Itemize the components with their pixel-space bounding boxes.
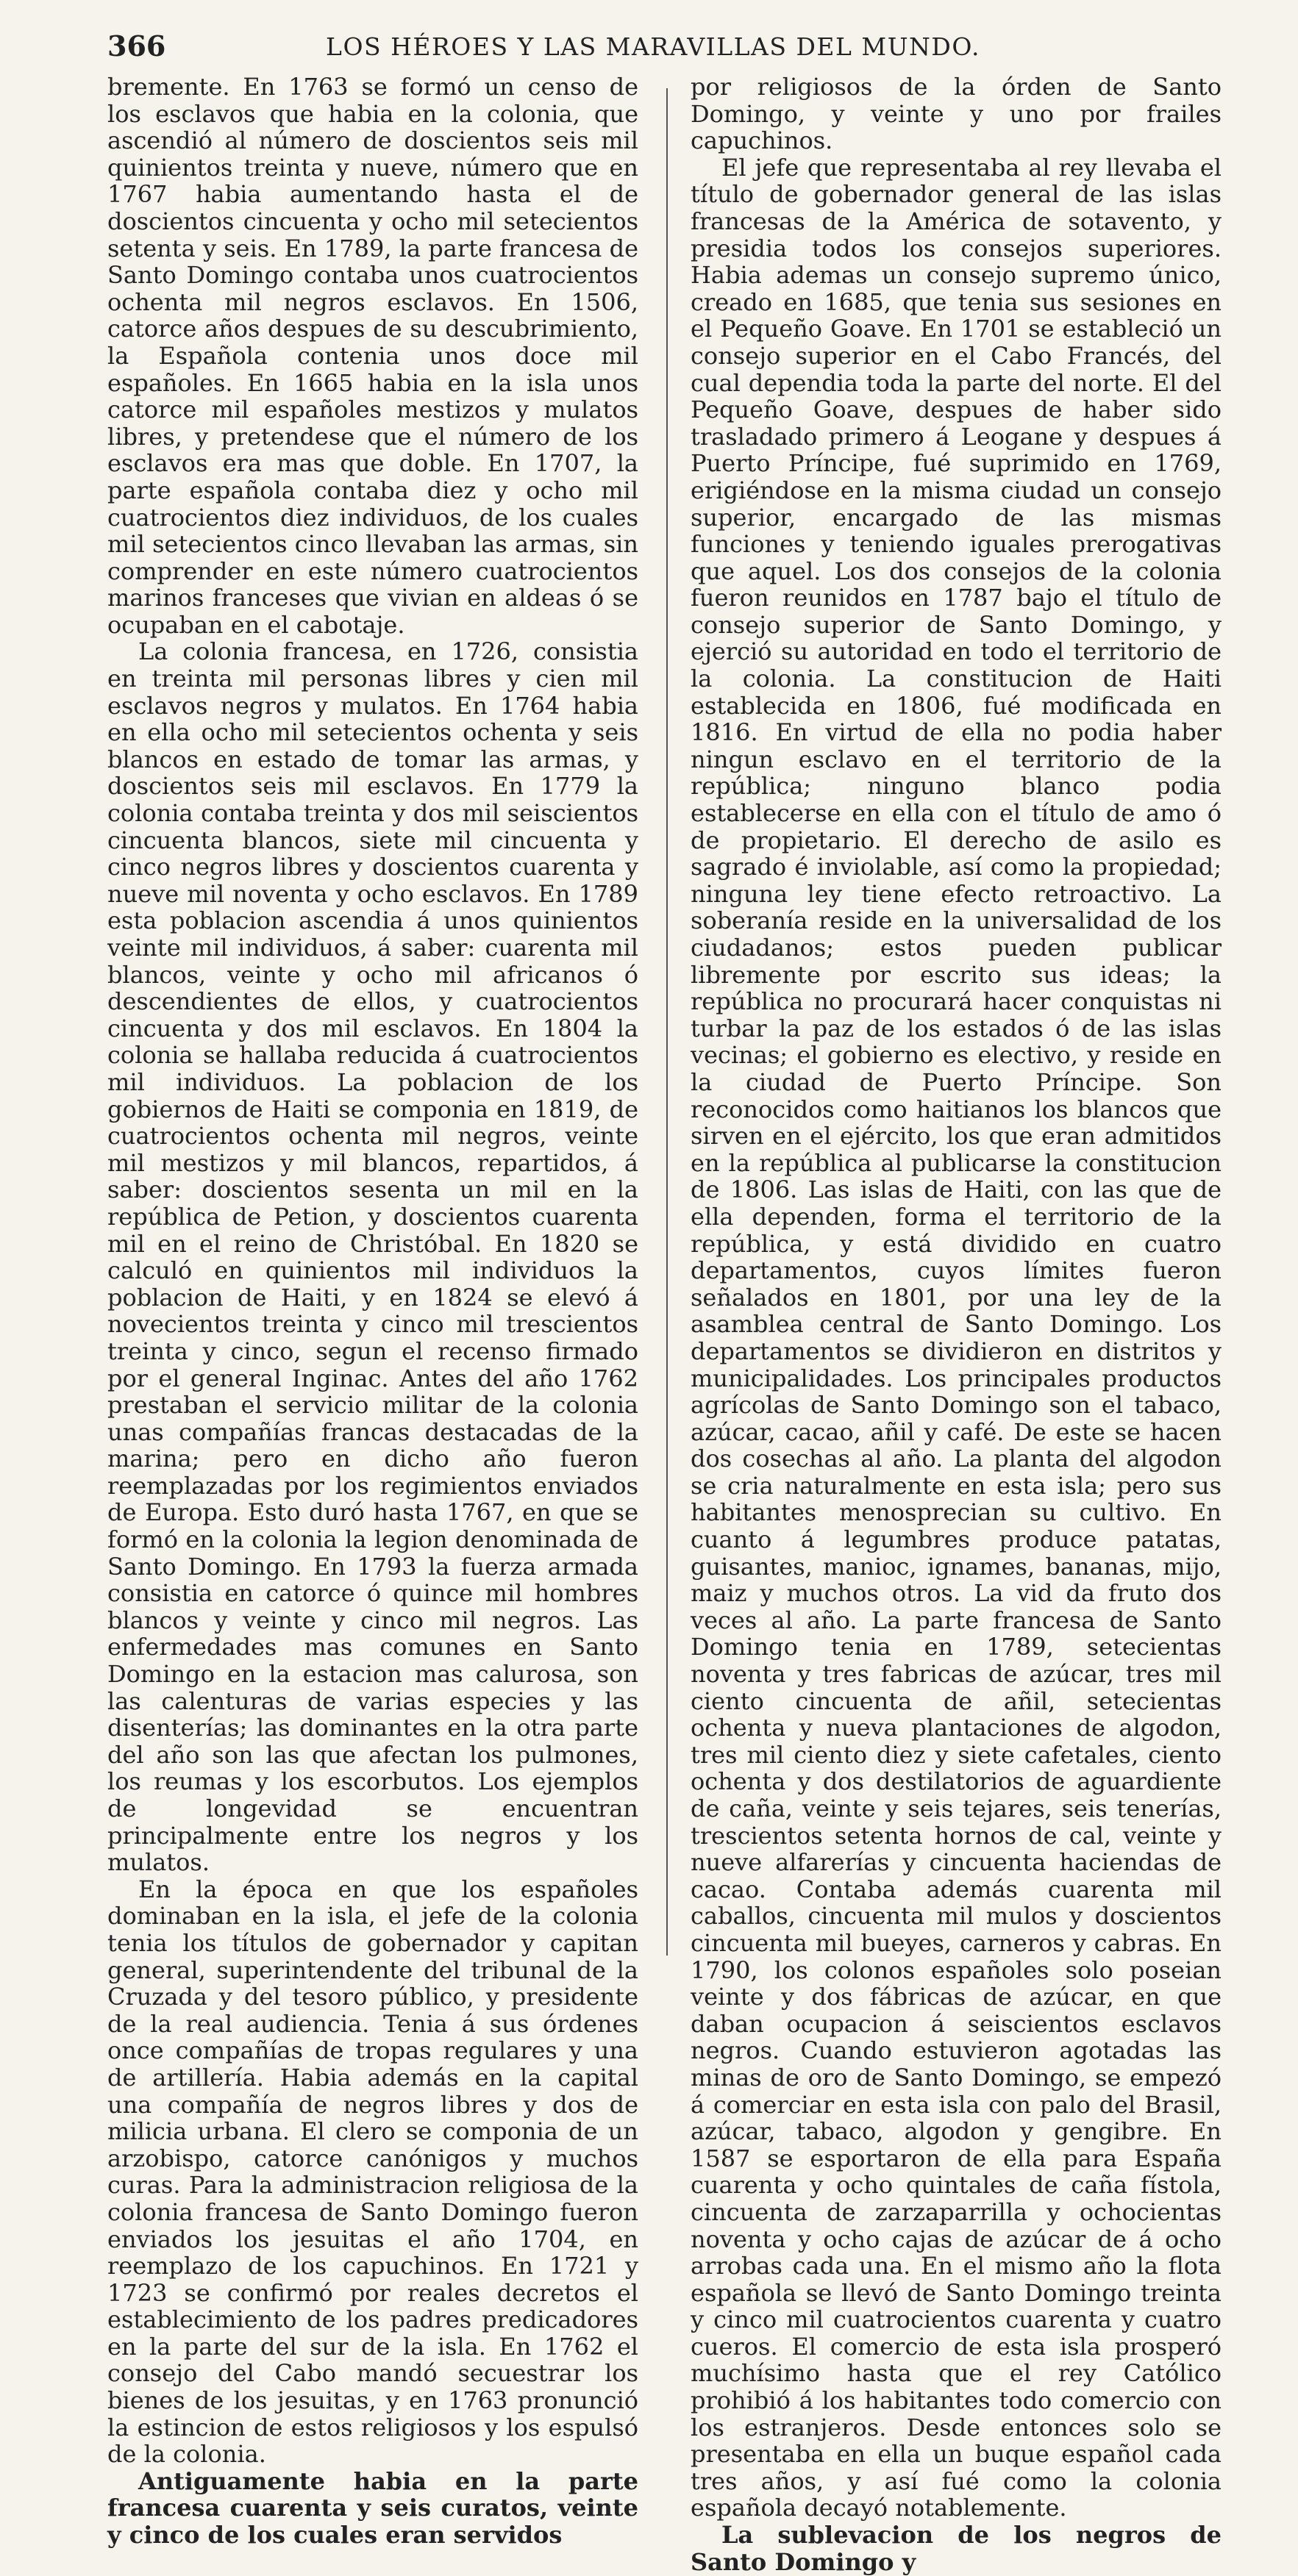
- text-columns: [107, 73, 1222, 2576]
- page-number: 366: [107, 29, 166, 62]
- paragraph: Antiguamente habia en la parte francesa cuarenta y seis curatos, veinte y cinco de los cuales eran servidos: [107, 2466, 638, 2550]
- paragraph: bremente. En 1763 se formó un censo de los esclavos que habia en la colonia, que ascendió al número de doscientos seis mil quinientos treinta y nueve, número que en 1767 habia aumentando hasta el de doscientos cincuenta y ocho mil setecientos setenta y seis. En 1789, la parte francesa de Santo Domingo contaba unos cuatrocientos ochenta mil negros esclavos. En 1506, catorce años despues de su descubrimiento, la Española contenia unos doce mil españoles. En 1665 habia en la isla unos catorce mil españoles mestizos y mulatos libres, y pretendese que el número de los esclavos era mas que doble. En 1707, la parte española contaba diez y ocho mil cuatrocientos diez individuos, de los cuales mil setecientos cinco llevaban las armas, sin comprender en este número cuatrocientos marinos franceses que vivian en aldeas ó se ocupaban en el cabotaje.: [107, 73, 638, 639]
- paragraph: En la época en que los españoles dominaban en la isla, el jefe de la colonia tenia los títulos de gobernador y capitan general, superintendente del tribunal de la Cruzada y del tesoro público, y presidente de la real audiencia. Tenia á sus órdenes once compañías de tropas regulares y una de artillería. Habia además en la capital una compañía de negros libres y dos de milicia urbana. El clero se componia de un arzobispo, catorce canónigos y muchos curas. Para la administracion religiosa de la colonia francesa de Santo Domingo fueron enviados los jesuitas el año 1704, en reemplazo de los capuchinos. En 1721 y 1723 se confirmó por reales decretos el establecimiento de los padres predicadores en la parte del sur de la isla. En 1762 el consejo del Cabo mandó secuestrar los bienes de los jesuitas, y en 1763 pronunció la estincion de estos religiosos y los espulsó de la colonia.: [107, 1875, 638, 2469]
- column-divider: [666, 88, 668, 1956]
- paragraph: El jefe que representaba al rey llevaba el título de gobernador general de las islas francesas de la América de sotavento, y presidia todos los consejos superiores. Habia ademas un consejo supremo único, creado en 1685, que tenia sus sesiones en el Pequeño Goave. En 1701 se estableció un consejo superior en el Cabo Francés, del cual dependia toda la parte del norte. El del Pequeño Goave, despues de haber sido trasladado primero á Leogane y despues á Puerto Príncipe, fué suprimido en 1769, erigiéndose en la misma ciudad un consejo superior, encargado de las mismas funciones y teniendo iguales prerogativas que aquel. Los dos consejos de la colonia fueron reunidos en 1787 bajo el título de consejo superior de Santo Domingo, y ejerció su autoridad en todo el territorio de la colonia. La constitucion de Haiti establecida en 1806, fué modificada en 1816. En virtud de ella no podia haber ningun esclavo en el territorio de la república; ninguno blanco podia establecerse en ella con el título de amo ó de propietario. El derecho de asilo es sagrado é inviolable, así como la propiedad; ninguna ley tiene efecto retroactivo. La soberanía reside en la universalidad de los ciudadanos; estos pueden publicar libremente por escrito sus ideas; la república no procurará hacer conquistas ni turbar la paz de los estados ó de las islas vecinas; el gobierno es electivo, y reside en la ciudad de Puerto Príncipe. Son reconocidos como haitianos los blancos que sirven en el ejército, los que eran admitidos en la república al publicarse la constitucion de 1806. Las islas de Haiti, con las que de ella dependen, forma el territorio de la república, y está dividido en cuatro departamentos, cuyos límites fueron señalados en 1801, por una ley de la asamblea central de Santo Domingo. Los departamentos se dividieron en distritos y municipalidades. Los principales productos agrícolas de Santo Domingo son el tabaco, azúcar, cacao, añil y café. De este se hacen dos cosechas al año. La planta del algodon se cria naturalmente en esta isla; pero sus habitantes menosprecian su cultivo. En cuanto á legumbres produce patatas, guisantes, manioc, ignames, bananas, mijo, maiz y muchos otros. La vid da fruto dos veces al año. La parte francesa de Santo Domingo tenia en 1789, setecientas noventa y tres fabricas de azúcar, tres mil ciento cincuenta de añil, setecientas ochenta y nueva plantaciones de algodon, tres mil ciento diez y siete cafetales, ciento ochenta y dos destilatorios de aguardiente de caña, veinte y seis tejares, seis tenerías, trescientos setenta hornos de cal, veinte y nueve alfarerías y cincuenta haciendas de cacao. Contaba además cuarenta mil caballos, cincuenta mil mulos y doscientos cincuenta mil bueyes, carneros y cabras. En 1790, los colonos españoles solo poseian veinte y dos fábricas de azúcar, en que daban ocupacion á seiscientos esclavos negros. Cuando estuvieron agotadas las minas de oro de Santo Domingo, se empezó á comerciar en esta isla con palo del Brasil, azúcar, tabaco, algodon y gengibre. En 1587 se esportaron de ella para España cuarenta y ocho quintales de caña fístola, cincuenta de zarzaparrilla y ochocientas noventa y ocho cajas de azúcar de á ocho arrobas cada una. En el mismo año la flota española se llevó de Santo Domingo treinta y cinco mil cuatrocientos cuarenta y cuatro cueros. El comercio de esta isla prosperó muchísimo hasta que el rey Católico prohibió á los habitantes todo comercio con los estranjeros. Desde entonces solo se presentaba en ella un buque español cada tres años, y así fué como la colonia española decayó notablemente.: [691, 153, 1222, 2522]
- paragraph: por religiosos de la órden de Santo Domingo, y veinte y uno por frailes capuchinos.: [691, 73, 1222, 155]
- paragraph: La colonia francesa, en 1726, consistia en treinta mil personas libres y cien mil esclavos negros y mulatos. En 1764 habia en ella ocho mil setecientos ochenta y seis blancos en estado de tomar las armas, y doscientos seis mil esclavos. En 1779 la colonia contaba treinta y dos mil seiscientos cincuenta blancos, siete mil cincuenta y cinco negros libres y doscientos cuarenta y nueve mil noventa y ocho esclavos. En 1789 esta poblacion ascendia á unos quinientos veinte mil individuos, á saber: cuarenta mil blancos, veinte y ocho mil africanos ó descendientes de ellos, y cuatrocientos cincuenta y dos mil esclavos. En 1804 la colonia se hallaba reducida á cuatrocientos mil individuos. La poblacion de los gobiernos de Haiti se componia en 1819, de cuatrocientos ochenta mil negros, veinte mil mestizos y mil blancos, repartidos, á saber: doscientos sesenta un mil en la república de Petion, y doscientos cuarenta mil en el reino de Christóbal. En 1820 se calculó en quinientos mil individuos la poblacion de Haiti, y en 1824 se elevó á novecientos treinta y cinco mil trescientos treinta y cinco, segun el recenso firmado por el general Inginac. Antes del año 1762 prestaban el servicio militar de la colonia unas compañías francas destacadas de la marina; pero en dicho año fueron reemplazadas por los regimientos enviados de Europa. Esto duró hasta 1767, en que se formó en la colonia la legion denominada de Santo Domingo. En 1793 la fuerza armada consistia en catorce ó quince mil hombres blancos y veinte y cinco mil negros. Las enfermedades mas comunes en Santo Domingo en la estacion mas calurosa, son las calenturas de varias especies y las disenterías; las dominantes en la otra parte del año son las que afectan los pulmones, los reumas y los escorbutos. Los ejemplos de longevidad se encuentran principalmente entre los negros y los mulatos.: [107, 637, 638, 1877]
- right-column: [691, 73, 1222, 2576]
- left-column: [107, 73, 638, 2550]
- page-header: [107, 29, 1199, 74]
- paragraph: La sublevacion de los negros de Santo Domingo y: [691, 2521, 1222, 2576]
- running-title: LOS HÉROES Y LAS MARAVILLAS DEL MUNDO.: [326, 32, 980, 61]
